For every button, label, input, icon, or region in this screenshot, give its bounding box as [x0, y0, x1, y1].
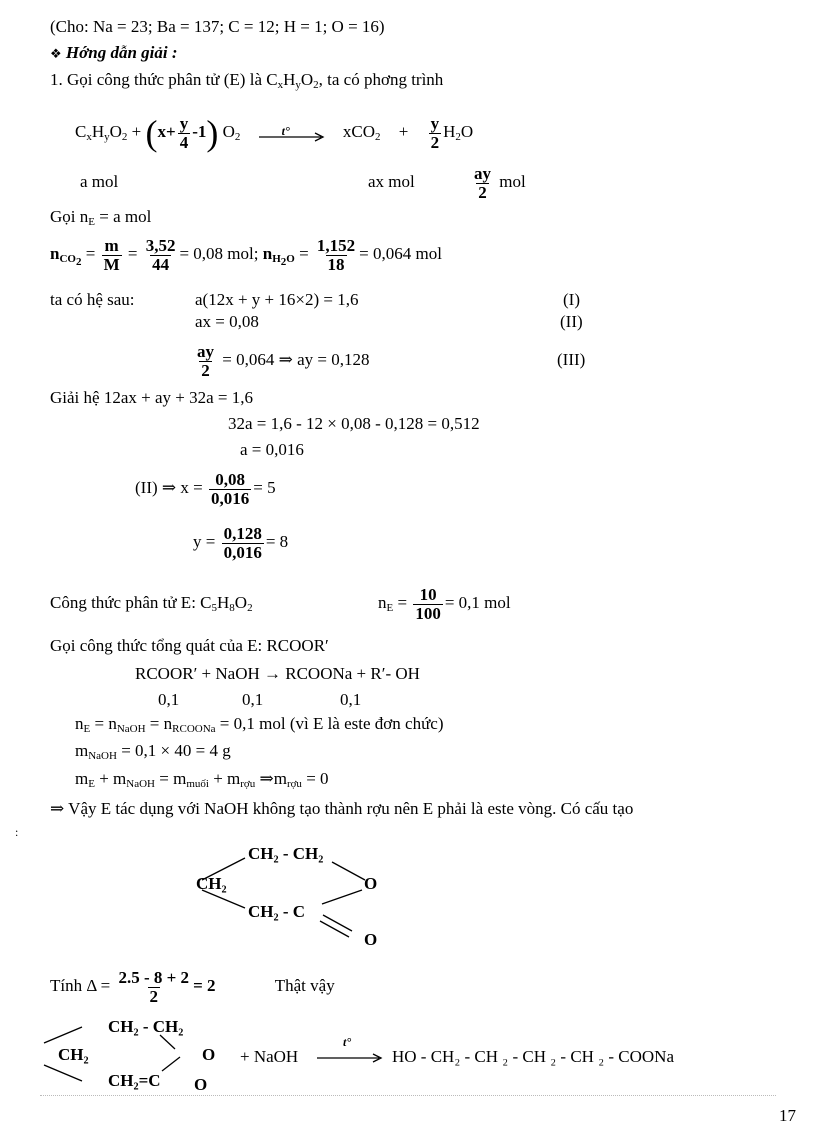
delta-line — [50, 966, 335, 1006]
ne-value — [378, 583, 511, 623]
intro-h: H — [283, 70, 296, 89]
frac-num: 2.5 - 8 + 2 — [118, 967, 190, 987]
r1-minus-1: -1 — [192, 122, 207, 141]
ne-tail: = a mol — [94, 207, 152, 226]
solve-y — [193, 522, 288, 562]
struct1-o-ring: O — [364, 874, 378, 893]
conclusion: ⇒ Vậy E tác dụng với NaOH không tạo thành rợu nên E phải là este vòng. Có cấu tạo — [50, 799, 634, 818]
given-atomic-masses: (Cho: Na = 23; Ba = 137; C = 12; H = 1; O = 16) — [50, 17, 385, 36]
solve-y-label: y = — [193, 532, 216, 551]
struct1-bottom: CH₂ - C — [248, 902, 306, 921]
sub-x: x — [277, 79, 284, 91]
formula-text: Công thức phân tử E: C — [50, 593, 212, 612]
frac-num: ay — [197, 341, 214, 361]
t: + m — [208, 769, 241, 788]
step1-intro — [50, 70, 443, 90]
system-eq1: a(12x + y + 16×2) = 1,6 — [195, 290, 359, 309]
ester-mol3: 0,1 — [340, 690, 362, 709]
struct1-left: CH₂ — [196, 874, 227, 893]
frac-num: 0,08 — [215, 469, 245, 489]
r1-o2: O — [222, 122, 235, 141]
guide-heading — [50, 43, 178, 64]
delta-frac — [116, 969, 191, 1006]
nh2o-result: = 0,064 mol — [359, 244, 442, 263]
solve-line3: a = 0,016 — [240, 440, 304, 459]
moles-ay-frac — [472, 165, 493, 202]
s: E — [83, 723, 91, 735]
hydrolysis-reaction — [40, 1015, 780, 1095]
struct2-left: CH₂ — [58, 1045, 89, 1064]
system-tag3: (III) — [557, 350, 586, 369]
sub-y: y — [295, 79, 301, 91]
struct2-o-ring: O — [202, 1045, 216, 1064]
s: muối — [186, 778, 209, 790]
r1-h: H — [91, 122, 105, 141]
nh2o-sub — [272, 253, 295, 268]
frac-den: 2 — [201, 360, 210, 380]
system-eq3 — [193, 340, 369, 380]
t: m — [75, 741, 89, 760]
r1-co2: xCO — [342, 122, 376, 141]
r1-o2-sub: 2 — [234, 131, 241, 143]
sub-2: 2 — [247, 602, 253, 614]
t: = 0 — [301, 769, 329, 788]
r1-frac-y4 — [178, 115, 191, 152]
ne-n: n — [378, 593, 387, 612]
guide-title: Hớng dẫn giải : — [65, 43, 178, 62]
delta-label: Tính Δ = — [50, 976, 111, 995]
r1-h2o-tail: O — [460, 122, 474, 141]
paren-close: ) — [206, 113, 219, 154]
ester-mol2: 0,1 — [242, 690, 264, 709]
frac-den: 4 — [179, 132, 189, 152]
ne-result: = 0,1 mol — [444, 593, 511, 612]
ne-frac — [413, 586, 443, 623]
ne-text: Gọi n — [50, 207, 89, 226]
solve-y-result: = 8 — [265, 532, 289, 551]
system-tag2: (II) — [560, 312, 583, 331]
solve-x-frac — [209, 471, 251, 508]
delta-tail: Thật vậy — [274, 976, 335, 995]
sub-2: 2 — [313, 79, 319, 91]
struct1-top: CH₂ - CH₂ — [248, 844, 324, 863]
eq: = — [299, 244, 309, 263]
frac-den: 0,016 — [223, 542, 262, 562]
struct2-plus-naoh: + NaOH — [240, 1047, 299, 1066]
arrow-label: t° — [343, 1035, 352, 1050]
ester-general: Gọi công thức tổng quát của E: RCOOR′ — [50, 636, 329, 655]
paren-open: ( — [145, 113, 158, 154]
nh2o-sub-2: 2 — [280, 256, 287, 268]
r1-plus: + — [131, 122, 142, 141]
frac-den: 2 — [149, 986, 158, 1006]
r1-sub-x: x — [86, 131, 92, 143]
system-eq2: ax = 0,08 — [195, 312, 259, 331]
t: = 0,1 × 40 = 4 g — [116, 741, 231, 760]
mnaoh-line — [75, 741, 231, 761]
stray-colon: : — [15, 825, 19, 839]
nh2o-sub-h: H — [272, 253, 281, 265]
nh2o-sub-o: O — [286, 253, 295, 265]
t: = m — [155, 769, 187, 788]
ester-reaction: RCOOR′ + NaOH → RCOONa + R′- OH — [135, 664, 420, 683]
r1-h2o-sub: 2 — [455, 131, 461, 143]
s: RCOONa — [172, 723, 216, 735]
combustion-reaction — [75, 112, 473, 152]
nco2-n: n — [50, 244, 60, 263]
r1-frac-y2 — [429, 115, 442, 152]
formula-o: O — [234, 593, 248, 612]
nco2-result: = 0,08 mol; — [179, 244, 259, 263]
s: rợu — [286, 778, 302, 790]
cyclic-ester-structure — [190, 838, 410, 956]
frac-num: ay — [474, 163, 491, 183]
solve-line1: Giải hệ 12ax + ay + 32a = 1,6 — [50, 388, 253, 407]
moles-a: a mol — [80, 172, 119, 191]
t: n — [75, 714, 84, 733]
sub-8: 8 — [229, 602, 235, 614]
arrow-label: t° — [281, 124, 290, 139]
nco2-sub-2: 2 — [75, 256, 82, 268]
r1-plus2: + — [398, 122, 409, 141]
solve-x — [135, 468, 276, 508]
t: = n — [145, 714, 173, 733]
system-tag1: (I) — [563, 290, 580, 309]
s: NaOH — [88, 750, 117, 762]
solve-x-result: = 5 — [253, 478, 276, 497]
frac-den: 44 — [152, 254, 170, 274]
moles-ay — [470, 162, 526, 202]
formula-h: H — [217, 593, 230, 612]
struct2-product: HO - CH₂ - CH ₂ - CH ₂ - CH ₂ - COONa — [392, 1047, 674, 1066]
ne-sub: E — [88, 216, 95, 228]
frac-num: 3,52 — [145, 235, 176, 255]
system-label: ta có hệ sau: — [50, 290, 135, 309]
nco2-nh2o-line — [50, 234, 442, 274]
r1-sub-2: 2 — [121, 131, 128, 143]
t: m — [75, 769, 89, 788]
page-number: 17 — [779, 1106, 796, 1125]
reaction-arrow-icon — [315, 1035, 385, 1066]
frac-num: 10 — [419, 584, 437, 604]
frac-den: M — [103, 254, 120, 274]
ne-line — [50, 207, 151, 227]
nco2-sub — [59, 253, 82, 268]
frac-num: m — [104, 235, 119, 255]
footer-divider — [40, 1095, 776, 1096]
ester-mol1: 0,1 — [158, 690, 180, 709]
frac-num: y — [430, 113, 440, 133]
system-eq3-frac — [195, 343, 216, 380]
frac-den: 0,016 — [210, 488, 250, 508]
frac-den: 2 — [478, 182, 487, 202]
frac-352-44 — [144, 237, 178, 274]
mass-balance — [75, 769, 329, 789]
frac-den: 100 — [415, 603, 441, 623]
solve-line2: 32a = 1,6 - 12 × 0,08 - 0,128 = 0,512 — [228, 414, 480, 433]
moles-ay-unit: mol — [499, 172, 526, 191]
sub-5: 5 — [211, 602, 217, 614]
delta-result: = 2 — [193, 976, 216, 995]
struct2-o-double: O — [194, 1075, 208, 1094]
t: = n — [90, 714, 117, 733]
moles-ax: ax mol — [368, 172, 415, 191]
intro-o: O — [300, 70, 314, 89]
t: = 0,1 mol (vì E là este đơn chức) — [215, 714, 444, 733]
solve-y-frac — [222, 525, 264, 562]
frac-m-M — [102, 237, 122, 274]
struct2-top: CH₂ - CH₂ — [108, 1017, 184, 1036]
struct2-bottom: CH₂=C — [108, 1071, 161, 1090]
formula-e — [50, 593, 253, 613]
s: NaOH — [126, 778, 155, 790]
struct2-arrow — [315, 1035, 385, 1066]
eq: = — [397, 593, 408, 612]
step1-intro-text: 1. Gọi công thức phân tử (E) là C — [50, 70, 278, 89]
r1-c: C — [75, 122, 87, 141]
s: E — [88, 778, 95, 790]
frac-num: y — [179, 113, 189, 133]
ne-sub: E — [386, 602, 394, 614]
frac-num: 0,128 — [223, 523, 262, 543]
intro-tail: , ta có phơng trình — [318, 70, 444, 89]
t: + m — [94, 769, 127, 788]
t: ⇒m — [255, 769, 287, 788]
nco2-sub-co: CO — [59, 253, 76, 265]
nh2o-n: n — [262, 244, 273, 263]
reaction-arrow-icon — [257, 123, 327, 143]
frac-den: 2 — [430, 132, 440, 152]
bullet-icon: ❖ — [50, 46, 62, 61]
frac-1152-18 — [315, 237, 357, 274]
r1-co2-sub: 2 — [375, 131, 381, 143]
struct1-o-double: O — [364, 930, 378, 949]
ne-equalities — [75, 714, 444, 734]
s: NaOH — [116, 723, 146, 735]
eq: = — [127, 244, 138, 263]
s: rợu — [240, 778, 256, 790]
system-eq3-text: = 0,064 ⇒ ay = 0,128 — [222, 350, 370, 369]
r1-h2o: H — [443, 122, 456, 141]
r1-o: O — [109, 122, 122, 141]
eq: = — [85, 244, 96, 263]
frac-num: 1,152 — [316, 235, 356, 255]
r1-sub-y: y — [104, 131, 110, 143]
solve-x-label: (II) ⇒ x = — [135, 478, 203, 497]
frac-den: 18 — [327, 254, 345, 274]
r1-coef-x: x+ — [157, 122, 176, 141]
